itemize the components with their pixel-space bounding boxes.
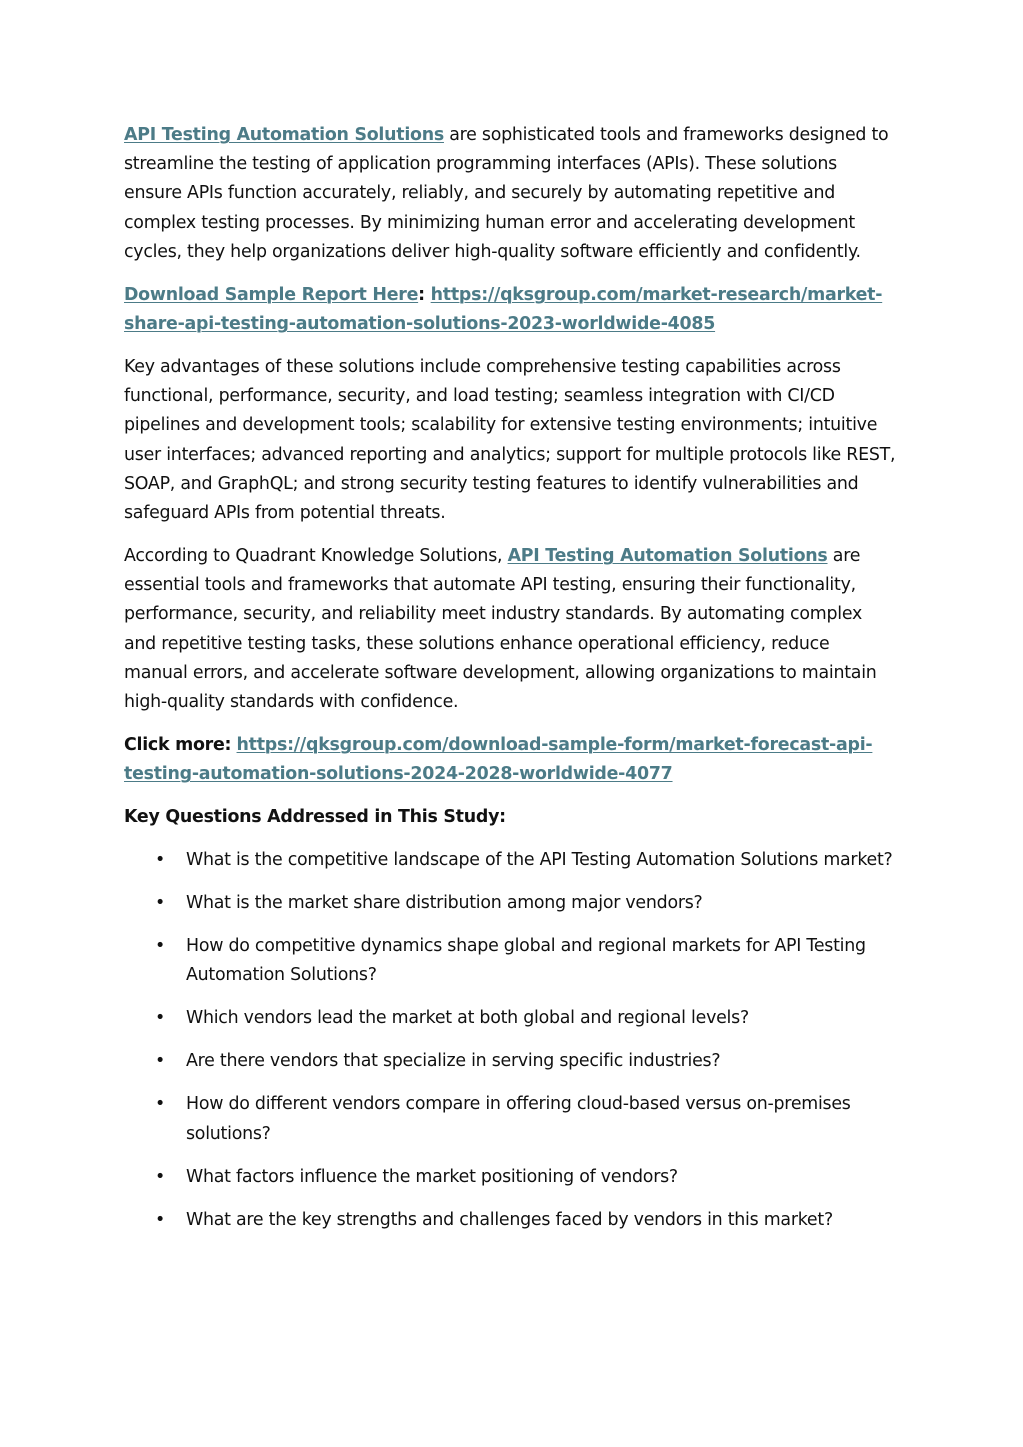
list-item-text: What are the key strengths and challenges faced by vendors in this market? (186, 1209, 833, 1230)
download-url-link[interactable]: https://qksgroup.com/market-research/market-share-api-testing-automation-solutions-2023-worldwide-4085 (124, 284, 883, 335)
advantages-paragraph: Key advantages of these solutions include comprehensive testing capabilities across functional, performance, security, and load testing; seamless integration with CI/CD pipelines and development tools; scalability for extensive testing environments; intuitive user interfaces; advanced reporting and analytics; support for multiple protocols like REST, SOAP, and GraphQL; and strong security testing features to identify vulnerabilities and safeguard APIs from potential threats. (124, 357, 896, 524)
list-item (155, 1090, 896, 1148)
list-item (155, 1163, 896, 1192)
download-sample-link[interactable]: Download Sample Report Here (124, 284, 419, 305)
key-questions-list (124, 846, 896, 1235)
intro-paragraph (124, 121, 896, 267)
download-separator: : (418, 284, 431, 305)
quadrant-link[interactable]: API Testing Automation Solutions (507, 546, 828, 567)
bullet-icon: • (155, 1166, 166, 1187)
bullet-icon: • (155, 1051, 166, 1072)
bullet-icon: • (155, 1094, 166, 1115)
document-page (124, 121, 896, 1249)
quadrant-paragraph (124, 542, 896, 717)
key-questions-heading: Key Questions Addressed in This Study: (124, 807, 506, 828)
list-item (155, 932, 896, 990)
list-item (155, 889, 896, 918)
list-item-text: How do competitive dynamics shape global and regional markets for API Testing Automation Solutions? (186, 936, 866, 986)
click-more-url-link[interactable]: https://qksgroup.com/download-sample-form/market-forecast-api-testing-automation-solutions-2024-2028-worldwide-4077 (124, 735, 873, 785)
click-more-label: Click more: (124, 735, 232, 756)
list-item-text: What is the market share distribution among major vendors? (186, 893, 703, 914)
click-more-paragraph (124, 731, 896, 789)
intro-link[interactable]: API Testing Automation Solutions (124, 125, 444, 145)
bullet-icon: • (155, 893, 166, 914)
list-item (155, 846, 896, 875)
download-paragraph (124, 281, 896, 339)
quadrant-text-after: are essential tools and frameworks that automate API testing, ensuring their functionality, performance, security, and reliability meet industry standards. By automating complex and repetitive testing tasks, these solutions enhance operational efficiency, reduce manual errors, and accelerate software development, allowing organizations to maintain high-quality standards with confidence. (124, 546, 877, 713)
list-item (155, 1206, 896, 1235)
bullet-icon: • (155, 1209, 166, 1230)
list-item (155, 1047, 896, 1076)
list-item-text: Are there vendors that specialize in serving specific industries? (186, 1051, 721, 1072)
quadrant-text-before: According to Quadrant Knowledge Solutions, (124, 546, 508, 567)
list-item-text: Which vendors lead the market at both global and regional levels? (186, 1008, 749, 1029)
list-item-text: What is the competitive landscape of the API Testing Automation Solutions market? (186, 850, 893, 871)
list-item-text: What factors influence the market positioning of vendors? (186, 1166, 678, 1187)
bullet-icon: • (155, 850, 166, 871)
list-item-text: How do different vendors compare in offering cloud-based versus on-premises solutions? (186, 1094, 851, 1144)
bullet-icon: • (155, 936, 166, 957)
intro-text: are sophisticated tools and frameworks designed to streamline the testing of application programming interfaces (APIs). These solutions ensure APIs function accurately, reliably, and securely by automating repetitive and complex testing processes. By minimizing human error and accelerating development cycles, they help organizations deliver high-quality software efficiently and confidently. (124, 125, 889, 262)
bullet-icon: • (155, 1008, 166, 1029)
list-item (155, 1004, 896, 1033)
